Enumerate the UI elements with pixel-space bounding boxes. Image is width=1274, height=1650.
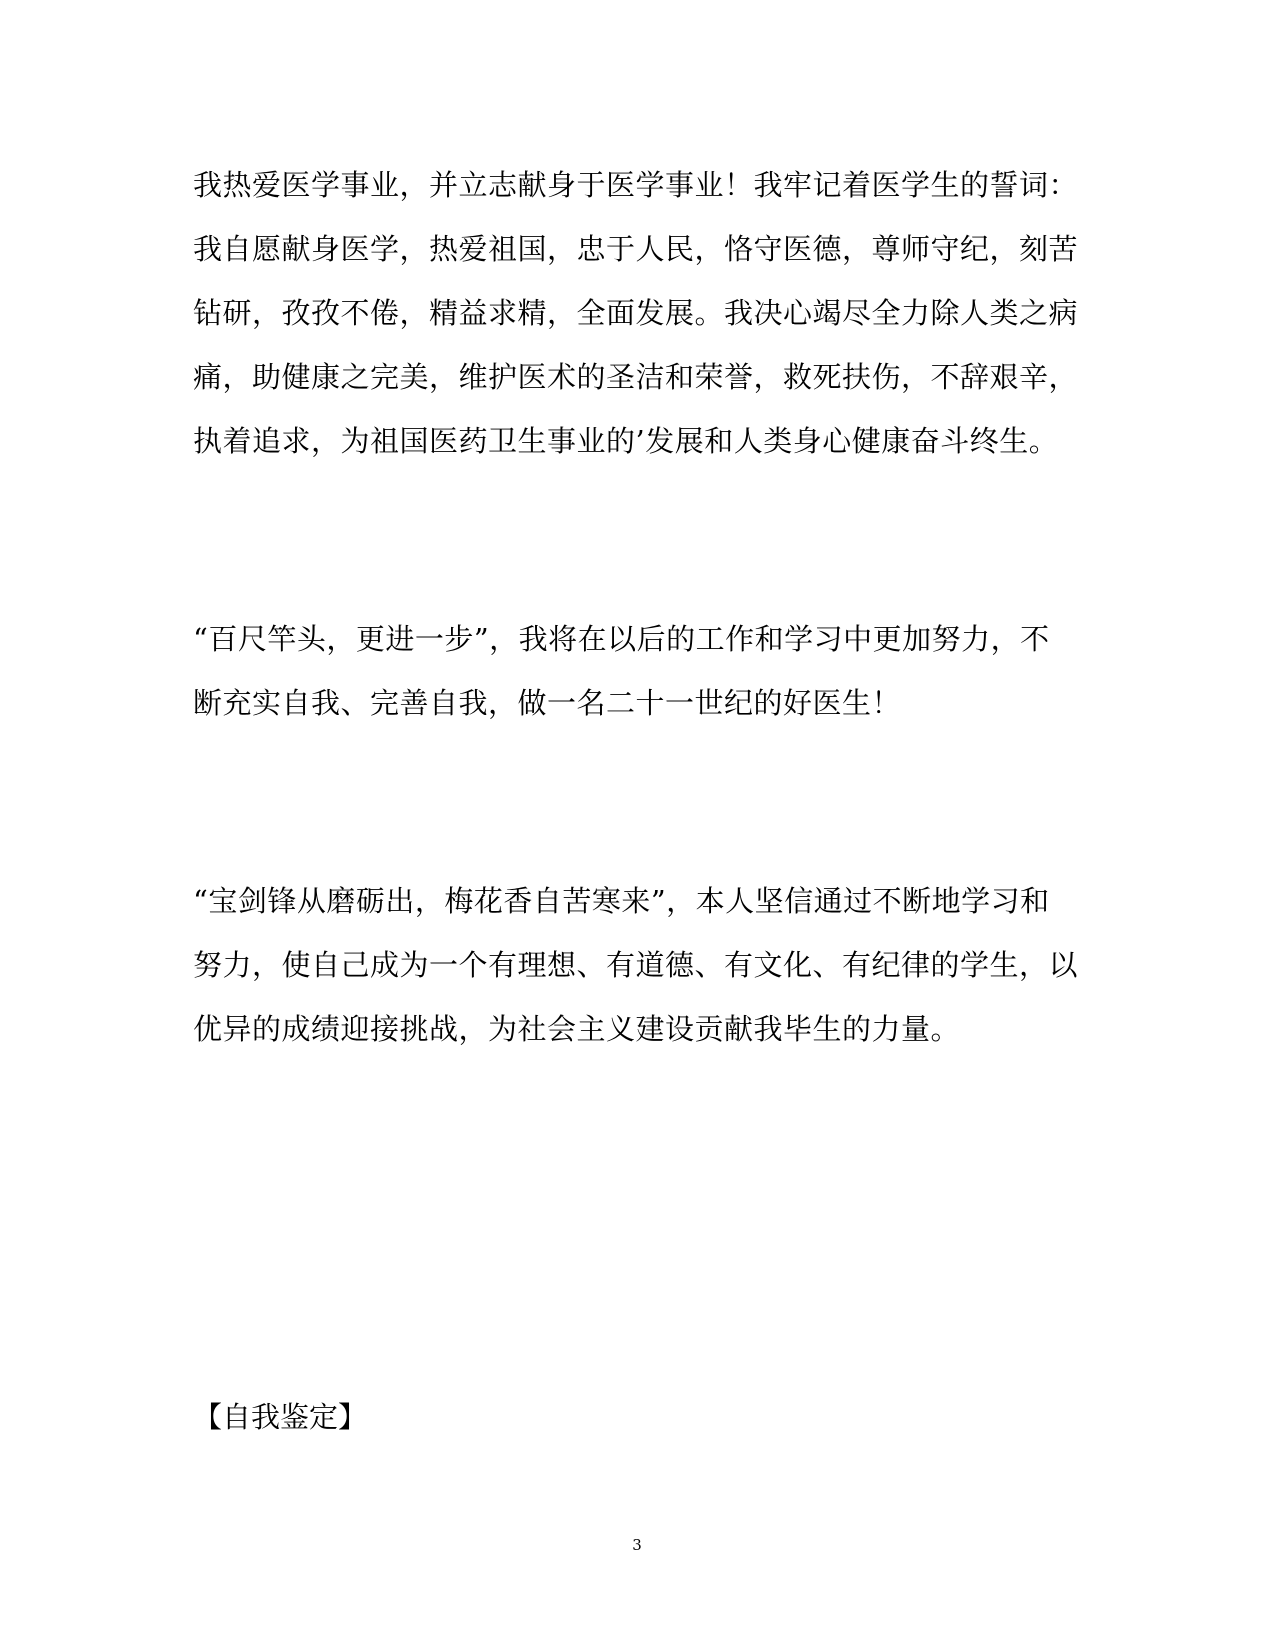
text-line: 钻研，孜孜不倦，精益求精，全面发展。我决心竭尽全力除人类之病 — [193, 296, 1079, 330]
text-line: 我热爱医学事业，并立志献身于医学事业！我牢记着医学生的誓词： — [193, 168, 1079, 202]
text-line: 断充实自我、完善自我，做一名二十一世纪的好医生！ — [193, 686, 902, 720]
text-line: “百尺竿头，更进一步”，我将在以后的工作和学习中更加努力，不 — [193, 622, 1050, 656]
text-line: 优异的成绩迎接挑战，为社会主义建设贡献我毕生的力量。 — [193, 1012, 961, 1046]
page-number: 3 — [632, 1536, 642, 1554]
text-line: 执着追求，为祖国医药卫生事业的’发展和人类身心健康奋斗终生。 — [193, 424, 1059, 458]
section-heading: 【自我鉴定】 — [193, 1400, 368, 1434]
text-line: 痛，助健康之完美，维护医术的圣洁和荣誉，救死扶伤，不辞艰辛， — [193, 360, 1079, 394]
text-line: “宝剑锋从磨砺出，梅花香自苦寒来”，本人坚信通过不断地学习和 — [193, 884, 1050, 918]
text-line: 努力，使自己成为一个有理想、有道德、有文化、有纪律的学生，以 — [193, 948, 1079, 982]
text-line: 我自愿献身医学，热爱祖国，忠于人民，恪守医德，尊师守纪，刻苦 — [193, 232, 1079, 266]
